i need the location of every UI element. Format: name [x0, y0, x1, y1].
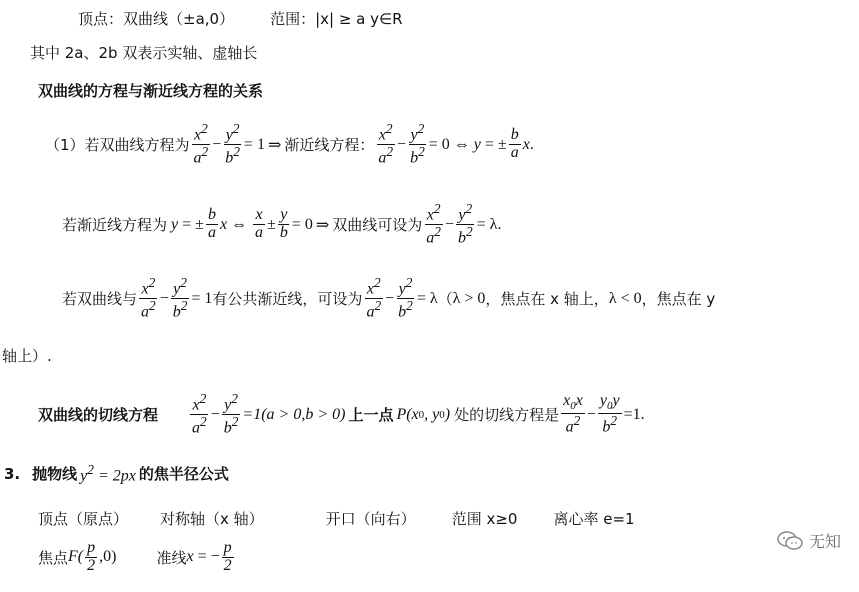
iff-arrow-2: ⇔	[231, 215, 248, 233]
focus-label: 焦点	[38, 548, 69, 567]
iff-arrow: ⇔	[453, 135, 470, 153]
tangent-end: =1.	[623, 405, 645, 423]
fraction-x2-a2-d: $\frac{x^2}{a^2}$	[141, 275, 156, 321]
item-3-equation: 若双曲线与 $\frac{x^2}{a^2}$ − $\frac{y^2}{b^2}$ = 1 有公共渐近线，可设为 $\frac{x^2}{a^2}$ − $\frac{y^2}{b^2}$ = λ （ λ > 0 ，焦点在 x 轴上， λ < 0 ，焦点在 y	[62, 275, 716, 321]
hyperbola-range-text: 范围：|x| ≥ a y∈R	[270, 10, 403, 28]
parabola-focus-directrix: 焦点 F( $\frac{p}{2}$ ,0) 准线 x = − $\frac{p}{2}$	[38, 539, 232, 574]
watermark	[777, 529, 841, 552]
parabola-axis: 对称轴（x 轴）	[160, 510, 264, 528]
parabola-title-pre: 抛物线	[32, 465, 78, 484]
tangent-mid2: 处的切线方程是	[454, 406, 560, 425]
section-heading-asymptote	[38, 80, 263, 101]
item-3-paren: （	[437, 290, 453, 309]
tangent-equation: 双曲线的切线方程 $\frac{x^2}{a^2}$ − $\frac{y^2}{b^2}$ =1(a > 0,b > 0) 上一点 P(x 0 , y 0 ) 处的切线方程是 $\frac{x_0x}{a^2}$ − $\frac{y_0y}{b^2}$ =1.	[38, 391, 645, 437]
directrix-label: 准线	[156, 548, 187, 567]
item-1-equation: （1）若双曲线方程为 $\frac{x^2}{a^2}$ − $\frac{y^2}{b^2}$ = 1 ⇒ 渐近线方程： $\frac{x^2}{a^2}$ − $\frac{y^2}{b^2}$ = 0 ⇔ y = ± $\frac{b}{a}$ x .	[45, 121, 534, 167]
fraction-y2-b2: $\frac{y^2}{b^2}$	[225, 121, 240, 167]
fraction-x2-a2-f: $\frac{x^2}{a^2}$	[192, 391, 207, 437]
tangent-point-open: P(x	[396, 405, 419, 423]
item-3-continuation	[2, 345, 52, 366]
axes-length-text: 其中 2a、2b 双表示实轴、虚轴长	[30, 44, 258, 62]
parabola-vertex: 顶点（原点）	[38, 510, 129, 528]
item-1-mid: 渐近线方程：	[284, 136, 375, 155]
tangent-label: 双曲线的切线方程	[38, 406, 159, 425]
item-3-cont-text: 轴上）.	[2, 347, 52, 365]
parabola-eccentricity: 离心率 e=1	[553, 510, 635, 528]
fraction-x-a: $\frac{x}{a}$	[255, 206, 264, 242]
fraction-y2-b2-d: $\frac{y^2}{b^2}$	[172, 275, 188, 321]
item-3-mid4: ，焦点在 y	[641, 290, 716, 309]
fraction-p-2-b: $\frac{p}{2}$	[223, 539, 232, 574]
fraction-y2-b2-e: $\frac{y^2}{b^2}$	[398, 275, 413, 321]
section-number: 3.	[4, 464, 21, 483]
parabola-opening: 开口（向右）	[325, 510, 416, 528]
item-2-equation: 若渐近线方程为 y = ± $\frac{b}{a}$ x ⇔ $\frac{x}{a}$ ± $\frac{y}{b}$ = 0 ⇒ 双曲线可设为 $\frac{x^2}{a^2}$ − $\frac{y^2}{b^2}$ = λ .	[62, 201, 502, 247]
tangent-point-close: )	[444, 405, 451, 423]
fraction-x2-a2: $\frac{x^2}{a^2}$	[193, 121, 209, 167]
item-3-mid3: ，焦点在 x 轴上，	[485, 290, 609, 309]
parabola-title-post: 的焦半径公式	[138, 465, 229, 484]
item-3-prefix: 若双曲线与	[62, 290, 138, 309]
fraction-x2-a2-e: $\frac{x^2}{a^2}$	[366, 275, 382, 321]
tangent-point-mid: , y	[424, 405, 440, 423]
tangent-mid: 上一点	[348, 406, 394, 425]
fraction-y2-b2-b: $\frac{y^2}{b^2}$	[410, 121, 425, 167]
item-3-mid1: 有公共渐近线，可设为	[212, 290, 363, 309]
heading-text: 双曲线的方程与渐近线方程的关系	[38, 82, 264, 100]
fraction-x2-a2-c: $\frac{x^2}{a^2}$	[426, 201, 441, 247]
item-1-end: .	[529, 135, 534, 153]
implies-arrow-2: ⇒	[315, 216, 330, 234]
fraction-y-b: $\frac{y}{b}$	[279, 206, 288, 242]
wechat-icon	[777, 531, 803, 551]
fraction-p-2: $\frac{p}{2}$	[87, 539, 96, 574]
parabola-range: 范围 x≥0	[451, 510, 518, 528]
fraction-b-a-2: $\frac{b}{a}$	[207, 206, 216, 242]
tangent-condition: =1(a > 0,b > 0)	[242, 405, 346, 423]
item-2-end: .	[497, 215, 502, 233]
fraction-y0y-b2: $\frac{y_0y}{b^2}$	[599, 392, 620, 436]
hyperbola-vertex-text: 顶点：双曲线（±a,0）	[78, 10, 235, 28]
watermark-text: 无知	[808, 532, 841, 551]
section-parabola-heading: 3. 抛物线 $y^2 = 2px$ 的焦半径公式	[4, 462, 229, 485]
implies-arrow: ⇒	[267, 136, 282, 154]
fraction-y2-b2-f: $\frac{y^2}{b^2}$	[223, 391, 239, 437]
fraction-x0x-a2: $\frac{x_0x}{a^2}$	[563, 392, 583, 436]
fraction-y2-b2-c: $\frac{y^2}{b^2}$	[457, 201, 473, 247]
fraction-x2-a2-b: $\frac{x^2}{a^2}$	[378, 121, 394, 167]
vertex-range-line	[78, 8, 403, 29]
parabola-properties	[38, 508, 635, 529]
fraction-b-a: $\frac{b}{a}$	[510, 126, 519, 162]
axes-length-note	[30, 42, 257, 63]
item-2-prefix: 若渐近线方程为	[62, 216, 168, 235]
item-1-prefix: （1）若双曲线方程为	[45, 136, 190, 155]
item-2-mid: 双曲线可设为	[332, 216, 423, 235]
